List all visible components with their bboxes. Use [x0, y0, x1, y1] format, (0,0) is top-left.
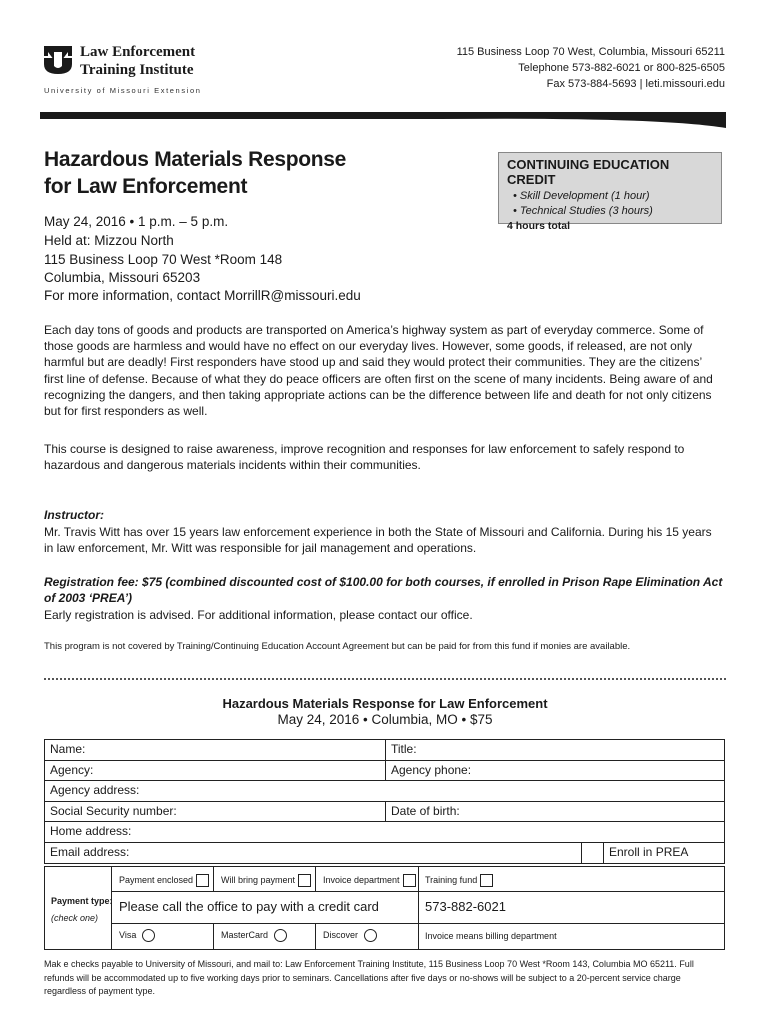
prea-label: Enroll in PREA	[603, 843, 725, 864]
agency-address-field[interactable]	[45, 781, 725, 801]
payment-enclosed-option[interactable]	[119, 874, 209, 887]
course-paragraph: This course is designed to raise awareness, improve recognition and responses for law enforcement to safely respond to hazardous and dangerous materials incidents within their communities.	[44, 442, 685, 473]
mastercard-radio[interactable]	[274, 929, 287, 942]
prea-checkbox[interactable]	[581, 843, 603, 864]
form-subtitle: May 24, 2016 • Columbia, MO • $75	[277, 712, 493, 727]
home-address-field[interactable]	[45, 822, 725, 842]
dob-label: Date of birth:	[391, 803, 460, 818]
ssn-field[interactable]	[45, 802, 385, 822]
ssn-label: Social Security number:	[50, 803, 177, 818]
title-label: Title:	[391, 742, 417, 756]
training-fund-option[interactable]	[425, 874, 493, 887]
credit-box	[498, 152, 722, 232]
call-office-text: Please call the office to pay with a credit card	[119, 899, 379, 914]
org-name-line2: Training Institute	[80, 62, 194, 78]
title-field[interactable]	[385, 740, 725, 760]
credit-heading: CONTINUING EDUCATION CREDIT	[507, 157, 670, 187]
agency-field[interactable]	[45, 761, 385, 781]
payment-section	[44, 866, 725, 950]
mailing-instructions: Mak e checks payable to University of Missouri, and mail to: Law Enforcement Training Institute, 115 Business Loop 70 West *Room 143, Columbia MO 65211. Full refunds will be accommodated up to five working days prior to seminars. Cancellations after five days or no-shows will be subject to a 20-percent service charge regardless of payment type.	[44, 959, 694, 996]
invoice-department-checkbox[interactable]	[403, 874, 416, 887]
discover-radio[interactable]	[364, 929, 377, 942]
credit-item: • Skill Development (1 hour)	[513, 190, 650, 202]
bring-payment-option[interactable]	[221, 874, 311, 887]
event-city: Columbia, Missouri 65203	[44, 270, 201, 285]
call-office-phone: 573-882-6021	[425, 899, 506, 914]
invoice-department-label: Invoice department	[323, 874, 400, 885]
org-subtitle: University of Missouri Extension	[44, 86, 202, 95]
check-one-label: (check one)	[51, 913, 99, 923]
payment-enclosed-label: Payment enclosed	[119, 874, 194, 885]
registration-fee: Registration fee: $75 (combined discounted cost of $100.00 for both courses, if enrolled in Prison Rape Elimination Act of 2003 ‘PREA’)	[44, 575, 723, 606]
page-title-line1: Hazardous Materials Response	[44, 148, 347, 171]
event-street: 115 Business Loop 70 West *Room 148	[44, 252, 283, 267]
training-fund-checkbox[interactable]	[480, 874, 493, 887]
instructor-label: Instructor:	[44, 508, 104, 522]
agency-address-label: Agency address:	[50, 783, 140, 797]
header-phone: Telephone 573-882-6021 or 800-825-6505	[518, 62, 725, 74]
event-venue: Held at: Mizzou North	[44, 233, 174, 248]
university-logo-icon	[44, 46, 72, 74]
agency-phone-label: Agency phone:	[391, 762, 472, 777]
form-title: Hazardous Materials Response for Law Enforcement	[222, 696, 548, 711]
invoice-note: Invoice means billing department	[425, 931, 557, 941]
dob-field[interactable]	[385, 802, 725, 822]
early-registration: Early registration is advised. For additional information, please contact our office.	[44, 608, 473, 622]
discover-label: Discover	[323, 929, 359, 940]
discover-option[interactable]	[323, 929, 377, 942]
page-title-line2: for Law Enforcement	[44, 175, 248, 198]
bring-payment-label: Will bring payment	[221, 874, 296, 885]
email-field[interactable]	[45, 843, 581, 864]
header-fax: Fax 573-884-5693 | leti.missouri.edu	[546, 78, 725, 90]
visa-radio[interactable]	[142, 929, 155, 942]
instructor-text: Mr. Travis Witt has over 15 years law enforcement experience in both the State of Missouri and California. During his 15 years in law enforcement, Mr. Witt was responsible for jail management and operations.	[44, 525, 712, 556]
invoice-department-option[interactable]	[323, 874, 416, 887]
mastercard-label: MasterCard	[221, 929, 269, 940]
org-name-line1: Law Enforcement	[80, 44, 196, 60]
bring-payment-checkbox[interactable]	[298, 874, 311, 887]
training-fund-label: Training fund	[425, 874, 478, 885]
email-label: Email address:	[50, 844, 130, 859]
event-contact: For more information, contact MorrillR@missouri.edu	[44, 288, 361, 303]
agency-label: Agency:	[50, 762, 94, 777]
credit-item: • Technical Studies (3 hours)	[513, 205, 653, 217]
payment-type-label: Payment type:	[51, 896, 113, 906]
visa-label: Visa	[119, 929, 137, 940]
event-date: May 24, 2016 • 1 p.m. – 5 p.m.	[44, 214, 229, 229]
credit-total: 4 hours total	[507, 220, 571, 232]
mastercard-option[interactable]	[221, 929, 287, 942]
name-field[interactable]	[45, 740, 385, 760]
agency-phone-field[interactable]	[385, 761, 725, 781]
registration-form	[44, 739, 725, 864]
payment-enclosed-checkbox[interactable]	[196, 874, 209, 887]
header-rule	[40, 112, 726, 128]
home-address-label: Home address:	[50, 824, 132, 838]
visa-option[interactable]	[119, 929, 155, 942]
description-paragraph: Each day tons of goods and products are transported on America’s highway system as part of everyday commerce. Some of those goods are harmless and would have no effect on our everyday lives. However, some goods, if released, are not only harmful but are deadly! First responders have stood up and said they would protect their communities. They are the citizens’ first line of defense. Because of what they do peace officers are often first on the scene of many incidents. Being aware of and recognizing the dangers, and then taking appropriate actions can be the difference between life and death for not only citizens but for first responders as well.	[44, 323, 713, 419]
header-address: 115 Business Loop 70 West, Columbia, Missouri 65211	[456, 46, 725, 58]
cut-line	[44, 678, 726, 680]
name-label: Name:	[50, 742, 86, 756]
funding-note: This program is not covered by Training/Continuing Education Account Agreement but can be paid for from this fund if monies are available.	[44, 641, 631, 652]
